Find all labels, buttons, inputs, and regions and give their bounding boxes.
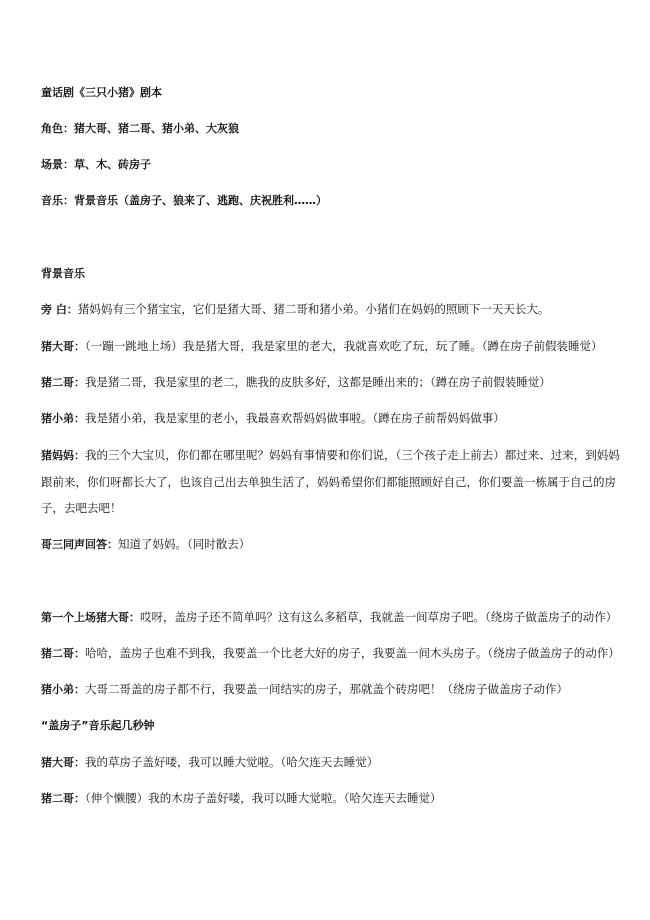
dialogue-line bbox=[41, 537, 631, 552]
speaker-label: 猪大哥： bbox=[41, 756, 85, 769]
dialogue-text: （伸个懒腰）我的木房子盖好喽，我可以睡大觉啦。（哈欠连天去睡觉） bbox=[85, 791, 442, 805]
dialogue-line bbox=[41, 375, 631, 390]
speaker-label: 第一个上场猪大哥： bbox=[41, 611, 140, 624]
speaker-label: 猪妈妈： bbox=[41, 449, 85, 462]
speaker-label: 猪大哥： bbox=[41, 340, 85, 353]
dialogue-line bbox=[41, 646, 631, 661]
speaker-label: 猪小弟： bbox=[41, 412, 85, 425]
speaker-label: 哥三同声回答： bbox=[41, 538, 118, 551]
dialogue-text: 大哥二哥盖的房子都不行，我要盖一间结实的房子，那就盖个砖房吧！（绕房子做盖房子动作） bbox=[85, 682, 568, 696]
dialogue-line bbox=[41, 339, 631, 354]
dialogue-text: 我的草房子盖好喽，我可以睡大觉啦。（哈欠连天去睡觉） bbox=[85, 755, 379, 769]
dialogue-text: 我是猪二哥，我是家里的老二，瞧我的皮肤多好，这都是睡出来的；（蹲在房子前假装睡觉） bbox=[85, 375, 551, 389]
speaker-label: 旁 白： bbox=[41, 303, 78, 316]
speaker-label: 猪二哥： bbox=[41, 376, 85, 389]
dialogue-line bbox=[41, 682, 631, 697]
play-title: 童话剧《三只小猪》剧本 bbox=[41, 86, 162, 99]
dialogue-line bbox=[41, 610, 631, 625]
dialogue-line bbox=[41, 302, 631, 317]
dialogue-text: 我是猪小弟，我是家里的老小，我最喜欢帮妈妈做事啦。（蹲在房子前帮妈妈做事） bbox=[85, 411, 505, 425]
dialogue-text: 哎呀，盖房子还不简单吗？这有这么多稻草，我就盖一间草房子吧。（绕房子做盖房子的动作） bbox=[140, 610, 618, 624]
dialogue-line bbox=[41, 755, 631, 770]
speaker-label: 猪二哥： bbox=[41, 792, 85, 805]
speaker-label: 猪小弟： bbox=[41, 683, 85, 696]
music-line: 音乐：背景音乐（盖房子、狼来了、逃跑、庆祝胜利……） bbox=[41, 194, 327, 207]
roles-line: 角色：猪大哥、猪二哥、猪小弟、大灰狼 bbox=[41, 122, 239, 135]
music-cue: “盖房子”音乐起几秒钟 bbox=[41, 719, 155, 732]
dialogue-text: （一蹦一跳地上场）我是猪大哥，我是家里的老大，我就喜欢吃了玩，玩了睡。（蹲在房子前假装睡觉） bbox=[85, 339, 603, 353]
speaker-label: 猪二哥： bbox=[41, 647, 85, 660]
scenes-line: 场景：草、木、砖房子 bbox=[41, 158, 151, 171]
dialogue-text: 哈哈，盖房子也难不到我，我要盖一个比老大好的房子，我要盖一间木头房子。（绕房子做盖房子的动作） bbox=[85, 646, 620, 660]
dialogue-text: 知道了妈妈。（同时散去） bbox=[118, 537, 251, 551]
dialogue-line bbox=[41, 411, 631, 426]
dialogue-text: 猪妈妈有三个猪宝宝，它们是猪大哥、猪二哥和猪小弟。小猪们在妈妈的照顾下一天天长大。 bbox=[77, 302, 550, 316]
dialogue-line bbox=[41, 791, 631, 806]
mom-dialogue-paragraph bbox=[41, 442, 627, 521]
dialogue-text: 我的三个大宝贝，你们都在哪里呢？妈妈有事情要和你们说，（三个孩子走上前去）都过来、过来，到妈妈跟前来，你们呀都长大了，也该自己出去单独生活了，妈妈希望你们都能照顾好自己，你们要盖一栋属于自己的房子，去吧去吧！ bbox=[41, 448, 620, 515]
section-heading-background-music: 背景音乐 bbox=[41, 267, 85, 280]
